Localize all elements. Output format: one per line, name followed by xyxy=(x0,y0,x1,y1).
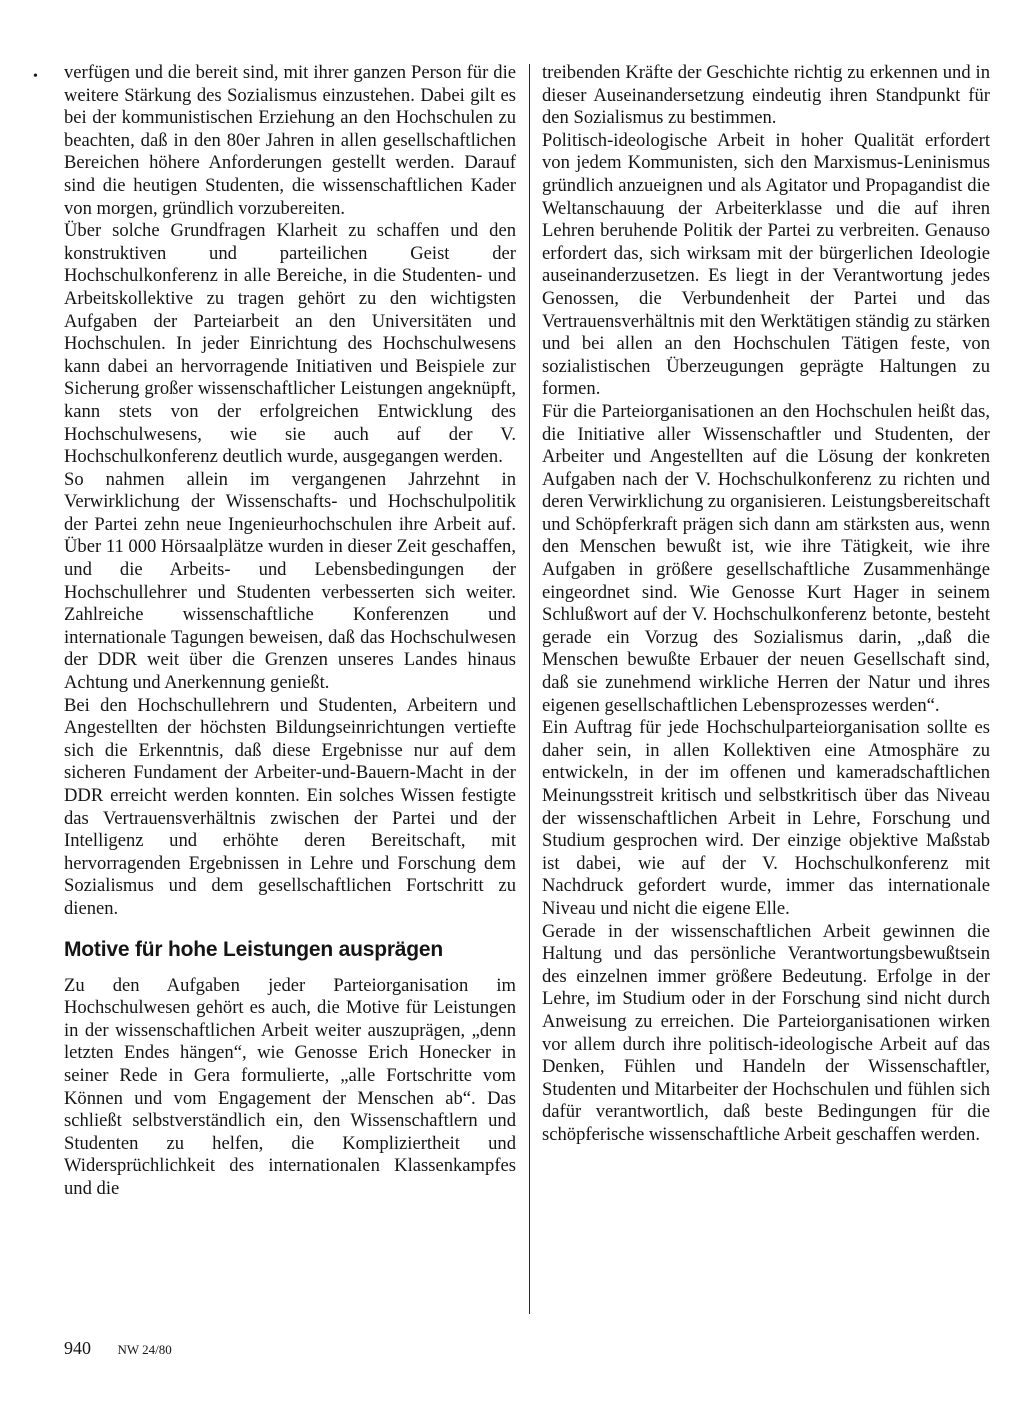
paragraph: Zu den Aufgaben jeder Parteiorganisation im Hochschulwesen gehört es auch, die Motive für Leistungen in der wissenschaftlichen Arbeit weiter auszuprägen, „denn letzten Endes hängen“, wie Genosse Erich Honecker in seiner Rede in Gera formulierte, „alle Fortschritte vom Können und vom Engagement der Menschen ab“. Das schließt selbstverständlich ein, den Wissenschaftlern und Studenten zu helfen, die Kompliziertheit und Widersprüchlichkeit des internationalen Klassenkampfes und die xyxy=(64,974,516,1199)
paragraph: Über solche Grundfragen Klarheit zu schaffen und den konstruktiven und parteilichen Geist der Hochschulkonferenz in alle Bereiche, in die Studenten- und Arbeitskollektive zu tragen gehört zu den wichtigsten Aufgaben der Parteiarbeit an den Universitäten und Hochschulen. In jeder Einrichtung des Hochschulwesens kann dabei an hervorragende Initiativen und Beispiele zur Sicherung großer wissenschaftlicher Leistungen angeknüpft, kann stets von der erfolgreichen Entwicklung des Hochschulwesens, wie sie auch auf der V. Hochschulkonferenz deutlich wurde, ausgegangen werden. xyxy=(64,220,516,468)
right-column xyxy=(542,62,990,1147)
paragraph: Bei den Hochschullehrern und Studenten, Arbeitern und Angestellten der höchsten Bildungseinrichtungen vertiefte sich die Erkenntnis, daß diese Ergebnisse nur auf dem sicheren Fundament der Arbeiter-und-Bauern-Macht in der DDR erreicht werden konnten. Ein solches Wissen festigte das Vertrauensverhältnis zwischen der Partei und der Intelligenz und erhöhte deren Bereitschaft, mit hervorragenden Ergebnissen in Lehre und Forschung dem Sozialismus und dem gesellschaftlichen Fortschritt zu dienen. xyxy=(64,694,516,919)
page-number: 940 xyxy=(64,1338,91,1358)
margin-mark: • xyxy=(33,69,38,84)
page-footer xyxy=(64,1337,172,1361)
paragraph: treibenden Kräfte der Geschichte richtig zu erkennen und in dieser Auseinandersetzung eindeutig ihren Standpunkt für den Sozialismus zu bestimmen. xyxy=(542,62,990,129)
paragraph: verfügen und die bereit sind, mit ihrer ganzen Person für die weitere Stärkung des Sozialismus einzustehen. Dabei gilt es bei der kommunistischen Erziehung an den Hochschulen zu beachten, daß in den 80er Jahren in allen gesellschaftlichen Bereichen höhere Anforderungen gestellt werden. Darauf sind die heutigen Studenten, die wissenschaftlichen Kader von morgen, gründlich vorzubereiten. xyxy=(64,62,516,219)
paragraph: Politisch-ideologische Arbeit in hoher Qualität erfordert von jedem Kommunisten, sich den Marxismus-Leninismus gründlich anzueignen und als Agitator und Propagandist die Weltanschauung der Arbeiterklasse und die auf ihren Lehren beruhende Politik der Partei zu verbreiten. Genauso erfordert das, sich wirksam mit der bürgerlichen Ideologie auseinanderzusetzen. Es liegt in der Verantwortung jedes Genossen, die Verbundenheit der Partei und das Vertrauensverhältnis mit den Werktätigen ständig zu stärken und bei allen an den Hochschulen Tätigen feste, von sozialistischen Überzeugungen geprägte Haltungen zu formen. xyxy=(542,129,990,400)
column-divider xyxy=(529,64,530,1314)
paragraph: Ein Auftrag für jede Hochschulparteiorganisation sollte es daher sein, in allen Kollektiven eine Atmosphäre zu entwickeln, in der im offenen und kameradschaftlichen Meinungsstreit kritisch und selbstkritisch über das Niveau der wissenschaftlichen Arbeit in Lehre, Forschung und Studium gesprochen wird. Der einzige objektive Maßstab ist dabei, wie auf der V. Hochschulkonferenz mit Nachdruck gefordert wurde, immer das internationale Niveau und nicht die eigene Elle. xyxy=(542,717,990,919)
paragraph: So nahmen allein im vergangenen Jahrzehnt in Verwirklichung der Wissenschafts- und Hochschulpolitik der Partei zehn neue Ingenieurhochschulen ihre Arbeit auf. Über 11 000 Hörsaalplätze wurden in dieser Zeit geschaffen, und die Arbeits- und Lebensbedingungen der Hochschullehrer und Studenten verbesserten sich weiter. Zahlreiche wissenschaftliche Konferenzen und internationale Tagungen beweisen, daß das Hochschulwesen der DDR weit über die Grenzen unseres Landes hinaus Achtung und Anerkennung genießt. xyxy=(64,468,516,694)
paragraph: Gerade in der wissenschaftlichen Arbeit gewinnen die Haltung und das persönliche Verantwortungsbewußtsein des einzelnen immer größere Bedeutung. Erfolge in der Lehre, im Studium oder in der Forschung sind nicht durch Anweisung zu erreichen. Die Parteiorganisationen wirken vor allem durch ihre politisch-ideologische Arbeit auf das Denken, Fühlen und Handeln der Wissenschaftler, Studenten und Mitarbeiter der Hochschulen und fühlen sich dafür verantwortlich, daß beste Bedingungen für die schöpferische wissenschaftliche Arbeit geschaffen werden. xyxy=(542,920,990,1145)
issue-label: NW 24/80 xyxy=(117,1342,172,1357)
paragraph: Für die Parteiorganisationen an den Hochschulen heißt das, die Initiative aller Wissenschaftler und Studenten, der Arbeiter und Angestellten auf die Lösung der konkreten Aufgaben nach der V. Hochschulkonferenz zu richten und deren Verwirklichung zu organisieren. Leistungsbereitschaft und Schöpferkraft prägen sich dann am stärksten aus, wenn den Menschen bewußt ist, wie ihre Tätigkeit, wie ihre Aufgaben in größere gesellschaftliche Zusammenhänge eingeordnet sind. Wie Genosse Kurt Hager in seinem Schlußwort auf der V. Hochschulkonferenz betonte, besteht gerade ein Vorzug des Sozialismus darin, „daß die Menschen bewußte Erbauer der neuen Gesellschaft sind, daß sie zunehmend wirkliche Herren der Natur und ihres eigenen gesellschaftlichen Lebensprozesses werden“. xyxy=(542,400,991,716)
left-column xyxy=(64,62,516,1201)
section-heading: Motive für hohe Leistungen ausprägen xyxy=(64,937,444,961)
